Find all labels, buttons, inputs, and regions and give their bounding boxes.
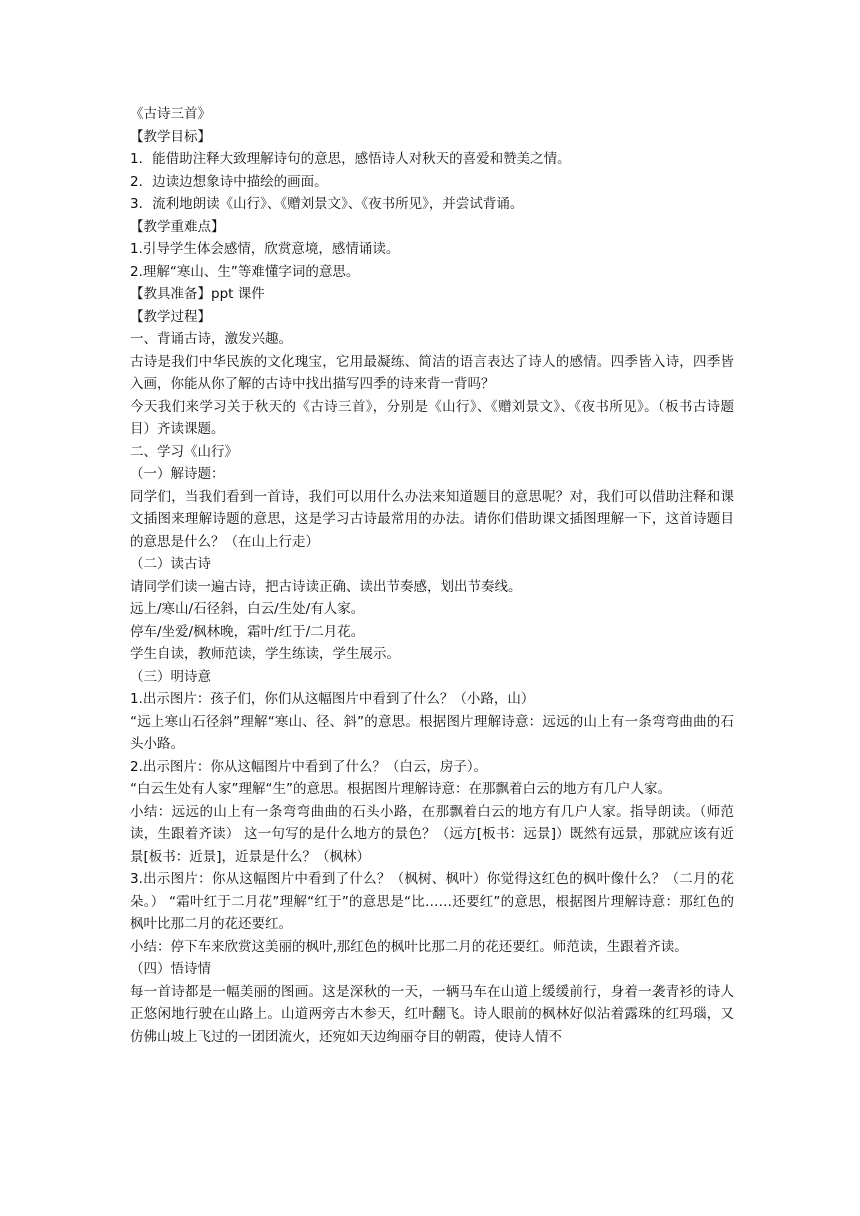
paragraph: 2.出示图片：你从这幅图片中看到了什么？（白云，房子）。 bbox=[130, 758, 488, 775]
keypoint-item: 1.引导学生体会感情，欣赏意境，感情诵读。 bbox=[130, 241, 400, 257]
process-heading: 【教学过程】 bbox=[130, 308, 211, 325]
poem-line: 停车/坐爱/枫林晚，霜叶/红于/二月花。 bbox=[130, 623, 365, 640]
paragraph: 今天我们来学习关于秋天的《古诗三首》，分别是《山行》、《赠刘景文》、《夜书所见》。（板书古诗题目）齐读课题。 bbox=[130, 398, 734, 437]
paragraph: “白云生处有人家”理解“生”的意思。根据图片理解诗意：在那飘着白云的地方有几户人家。 bbox=[130, 781, 671, 797]
paragraph: 学生自读，教师范读，学生练读，学生展示。 bbox=[130, 646, 400, 662]
paragraph: 每一首诗都是一幅美丽的图画。这是深秋的一天，一辆马车在山道上缓缓前行，身着一袭青衫的诗人正悠闲地行驶在山路上。山道两旁古木参天，红叶翻飞。诗人眼前的枫林好似沾着露珠的红玛瑙，又仿佛山坡上飞过的一团团流火，还宛如天边绚丽夺目的朝霞，使诗人情不 bbox=[130, 983, 734, 1045]
keypoint-item: 2.理解“寒山、生”等难懂字词的意思。 bbox=[130, 263, 360, 280]
poem-line: 远上/寒山/石径斜，白云/生处/有人家。 bbox=[130, 601, 365, 617]
document-page bbox=[130, 103, 734, 1048]
paragraph: 请同学们读一遍古诗，把古诗读正确、读出节奏感，划出节奏线。 bbox=[130, 578, 522, 595]
objectives-heading: 【教学目标】 bbox=[130, 128, 211, 145]
objective-item: 1．能借助注释大致理解诗句的意思，感悟诗人对秋天的喜爱和赞美之情。 bbox=[130, 151, 571, 167]
paragraph: “远上寒山石径斜”理解“寒山、径、斜”的意思。根据图片理解诗意：远远的山上有一条弯弯曲曲的石头小路。 bbox=[130, 713, 734, 752]
paragraph: 小结：停下车来欣赏这美丽的枫叶,那红色的枫叶比那二月的花还要红。师范读，生跟着齐读。 bbox=[130, 938, 688, 955]
keypoints-heading: 【教学重难点】 bbox=[130, 218, 225, 235]
doc-title: 《古诗三首》 bbox=[130, 106, 211, 122]
prep-line: 【教具准备】ppt 课件 bbox=[130, 286, 265, 302]
subsection-heading: （一）解诗题： bbox=[130, 466, 225, 482]
objective-item: 2．边读边想象诗中描绘的画面。 bbox=[130, 173, 328, 190]
paragraph: 1.出示图片：孩子们，你们从这幅图片中看到了什么？（小路，山） bbox=[130, 691, 535, 707]
paragraph: 同学们，当我们看到一首诗，我们可以用什么办法来知道题目的意思呢？对，我们可以借助注释和课文插图来理解诗题的意思，这是学习古诗最常用的办法。请你们借助课文插图理解一下，这首诗题目的意思是什么？（在山上行走） bbox=[130, 488, 734, 550]
subsection-heading: （二）读古诗 bbox=[130, 556, 211, 572]
objective-item: 3．流利地朗读《山行》、《赠刘景文》、《夜书所见》，并尝试背诵。 bbox=[130, 196, 524, 212]
subsection-heading: （四）悟诗情 bbox=[130, 961, 211, 977]
subsection-heading: （三）明诗意 bbox=[130, 668, 211, 685]
paragraph: 古诗是我们中华民族的文化瑰宝，它用最凝练、简洁的语言表达了诗人的感情。四季皆入诗，四季皆入画，你能从你了解的古诗中找出描写四季的诗来背一背吗？ bbox=[130, 353, 734, 392]
section-heading: 二、学习《山行》 bbox=[130, 443, 238, 460]
paragraph: 3.出示图片：你从这幅图片中看到了什么？（枫树、枫叶）你觉得这红色的枫叶像什么？（二月的花朵。） “霜叶红于二月花”理解“红于”的意思是“比……还要红”的意思，根据图片理解诗意：那红色的枫叶比那二月的花还要红。 bbox=[130, 871, 734, 932]
paragraph: 小结：远远的山上有一条弯弯曲曲的石头小路，在那飘着白云的地方有几户人家。指导朗读。（师范读，生跟着齐读） 这一句写的是什么地方的景色？（远方[板书：远景]）既然有远景，那就应该有近景[板书：近景]，近景是什么？（枫林） bbox=[130, 803, 734, 865]
section-heading: 一、背诵古诗，激发兴趣。 bbox=[130, 331, 292, 347]
